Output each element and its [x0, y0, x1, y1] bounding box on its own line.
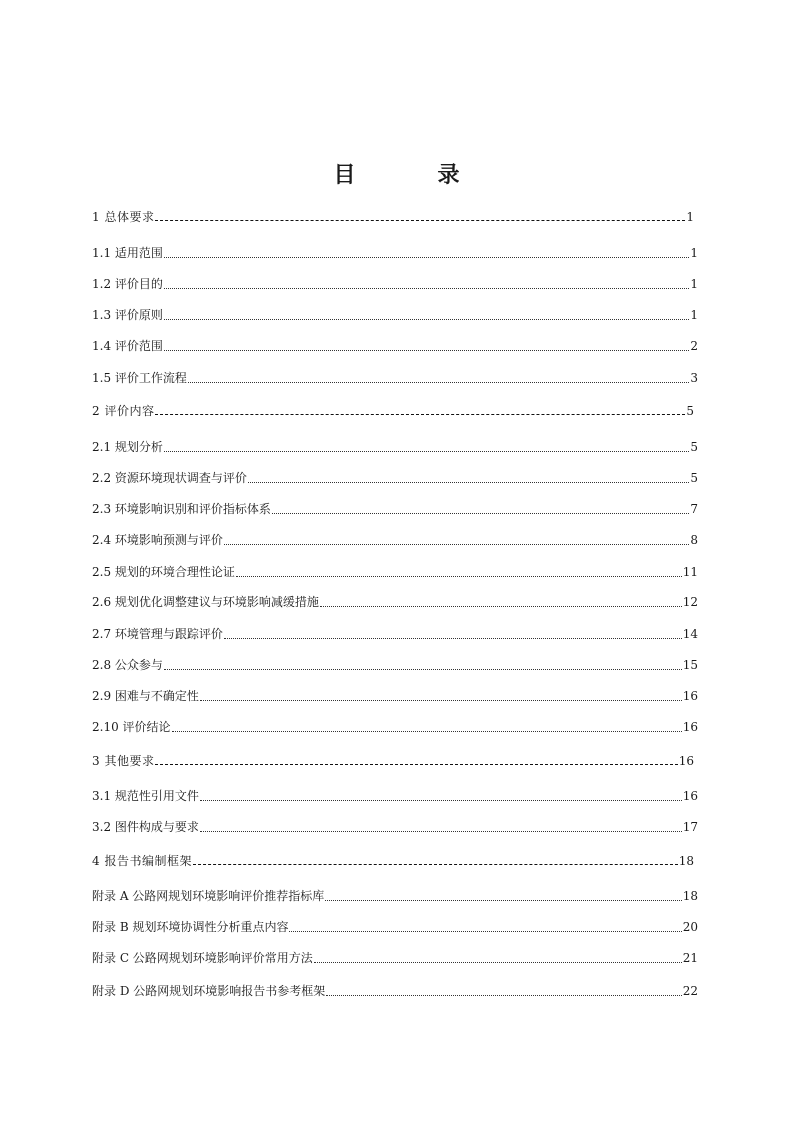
toc-entry-page-number: 14: [682, 627, 698, 641]
toc-entry-page-number: 5: [686, 404, 694, 418]
toc-leader: [188, 382, 689, 383]
toc-entry[interactable]: [92, 562, 698, 582]
toc-entry-label: 3 其他要求: [92, 754, 155, 768]
toc-entry-label: 1.2 评价目的: [92, 277, 163, 291]
toc-entry-label: 附录 D 公路网规划环境影响报告书参考框架: [92, 984, 326, 998]
toc-leader: [248, 482, 689, 483]
toc-entry-page-number: 16: [682, 720, 698, 734]
toc-leader: [224, 638, 682, 639]
toc-entry[interactable]: [92, 274, 698, 294]
toc-entry[interactable]: [92, 305, 698, 325]
toc-leader: [164, 288, 689, 289]
toc-entry[interactable]: [92, 401, 698, 421]
toc-entry-page-number: 1: [690, 308, 698, 322]
toc-leader: [164, 319, 689, 320]
toc-entry[interactable]: [92, 592, 698, 612]
toc-entry[interactable]: [92, 851, 698, 871]
toc-entry-label: 2.10 评价结论: [92, 720, 171, 734]
toc-entry[interactable]: [92, 886, 698, 906]
toc-entry[interactable]: [92, 530, 698, 550]
toc-entry-label: 3.2 图件构成与要求: [92, 820, 199, 834]
toc-leader: [155, 220, 685, 221]
toc-leader: [314, 962, 682, 963]
toc-entry-label: 1.4 评价范围: [92, 339, 163, 353]
toc-leader: [193, 864, 678, 865]
toc-leader: [200, 700, 682, 701]
toc-entry[interactable]: [92, 717, 698, 737]
toc-entry-label: 附录 C 公路网规划环境影响评价常用方法: [92, 951, 313, 965]
toc-entry[interactable]: [92, 437, 698, 457]
toc-entry-page-number: 21: [682, 951, 698, 965]
toc-leader: [200, 800, 682, 801]
toc-leader: [289, 931, 681, 932]
toc-entry-label: 1.1 适用范围: [92, 246, 163, 260]
toc-entry-label: 1.5 评价工作流程: [92, 371, 187, 385]
toc-entry-page-number: 17: [682, 820, 698, 834]
toc-entry-page-number: 16: [682, 789, 698, 803]
toc-entry-label: 2.8 公众参与: [92, 658, 163, 672]
toc-leader: [164, 451, 689, 452]
toc-entry-label: 4 报告书编制框架: [92, 854, 192, 868]
toc-entry-page-number: 7: [690, 502, 698, 516]
toc-entry-page-number: 18: [682, 889, 698, 903]
toc-entry[interactable]: [92, 981, 698, 1001]
toc-entry[interactable]: [92, 917, 698, 937]
toc-leader: [272, 513, 689, 514]
toc-entry-page-number: 18: [678, 854, 694, 868]
toc-entry-label: 2 评价内容: [92, 404, 155, 418]
toc-entry-label: 2.5 规划的环境合理性论证: [92, 565, 235, 579]
toc-entry-page-number: 8: [690, 533, 698, 547]
toc-entry[interactable]: [92, 751, 698, 771]
toc-entry[interactable]: [92, 468, 698, 488]
toc-entry[interactable]: [92, 243, 698, 263]
toc-entry-label: 3.1 规范性引用文件: [92, 789, 199, 803]
toc-entry-label: 1 总体要求: [92, 210, 155, 224]
toc-leader: [164, 257, 689, 258]
toc-entry-page-number: 22: [682, 984, 698, 998]
toc-entry[interactable]: [92, 686, 698, 706]
toc-leader: [236, 576, 682, 577]
toc-leader: [155, 764, 677, 765]
page-title: 目 录: [333, 163, 490, 188]
toc-entry-label: 2.2 资源环境现状调查与评价: [92, 471, 247, 485]
toc-leader: [326, 995, 681, 996]
toc-entry-label: 2.1 规划分析: [92, 440, 163, 454]
toc-entry-label: 附录 B 规划环境协调性分析重点内容: [92, 920, 289, 934]
toc-entry-label: 2.6 规划优化调整建议与环境影响减缓措施: [92, 595, 319, 609]
toc-entry-page-number: 5: [690, 471, 698, 485]
toc-entry-page-number: 20: [682, 920, 698, 934]
toc-entry-page-number: 5: [690, 440, 698, 454]
toc-leader: [200, 831, 682, 832]
toc-entry-label: 附录 A 公路网规划环境影响评价推荐指标库: [92, 889, 325, 903]
toc-entry[interactable]: [92, 948, 698, 968]
toc-leader: [172, 731, 682, 732]
toc-entry-page-number: 1: [690, 246, 698, 260]
toc-entry-label: 1.3 评价原则: [92, 308, 163, 322]
toc-leader: [164, 669, 682, 670]
toc-entry-page-number: 16: [682, 689, 698, 703]
toc-entry-label: 2.3 环境影响识别和评价指标体系: [92, 502, 271, 516]
toc-entry-page-number: 16: [678, 754, 694, 768]
toc-entry[interactable]: [92, 336, 698, 356]
toc-entry-label: 2.7 环境管理与跟踪评价: [92, 627, 223, 641]
toc-entry-page-number: 11: [682, 565, 698, 579]
toc-entry-page-number: 15: [682, 658, 698, 672]
toc-entry-label: 2.9 困难与不确定性: [92, 689, 199, 703]
toc-entry-page-number: 1: [690, 277, 698, 291]
toc-entry-page-number: 2: [690, 339, 698, 353]
toc-leader: [164, 350, 689, 351]
toc-entry[interactable]: [92, 786, 698, 806]
toc-entry[interactable]: [92, 655, 698, 675]
toc-entry[interactable]: [92, 624, 698, 644]
toc-entry[interactable]: [92, 499, 698, 519]
toc-leader: [155, 414, 685, 415]
toc-leader: [320, 606, 682, 607]
toc-entry-label: 2.4 环境影响预测与评价: [92, 533, 223, 547]
toc-entry-page-number: 1: [686, 210, 694, 224]
toc-entry[interactable]: [92, 368, 698, 388]
toc-entry[interactable]: [92, 207, 698, 227]
toc-entry-page-number: 3: [690, 371, 698, 385]
toc-leader: [325, 900, 681, 901]
toc-entry-page-number: 12: [682, 595, 698, 609]
toc-entry[interactable]: [92, 817, 698, 837]
toc-leader: [224, 544, 689, 545]
